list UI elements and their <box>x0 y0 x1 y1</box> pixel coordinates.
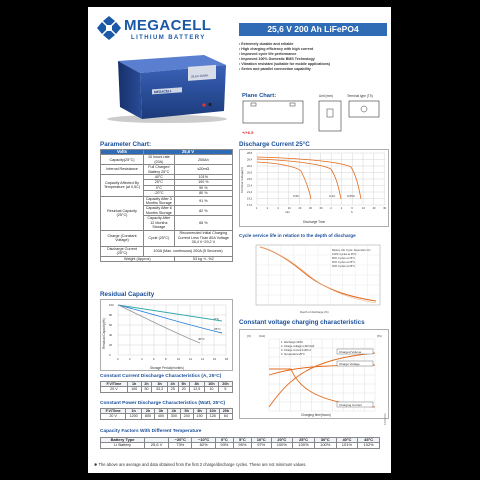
table-row <box>101 196 233 206</box>
x-tick-label: 10 <box>362 207 365 210</box>
table-row <box>101 246 233 256</box>
table-cell: 25,6 V <box>145 443 169 448</box>
legend-entry: Battery Life Cycle: Dependent On <box>332 249 371 252</box>
brand-name: MEGACELL <box>124 17 212 34</box>
table-cell: 100% <box>314 443 336 448</box>
table-cell: Capacity Affected By Temperature (at 0,5C) <box>101 175 144 197</box>
x-tick-label: 12 <box>189 357 193 361</box>
legend-entry: 4. Temperature:25°C <box>281 353 305 356</box>
plane-chart-title: Plane Chart: <box>242 93 277 99</box>
x-tick-label: 20 <box>372 207 376 210</box>
table-cell: 91 % <box>174 196 232 206</box>
table-cell: 100 <box>127 387 141 392</box>
table-cell: 102% <box>358 443 380 448</box>
battery-panel-label: 25,6V 200Ah <box>191 73 209 79</box>
table-cell: Internal Resistance <box>101 165 144 175</box>
legend-entry: 100% Cycles at 25°C <box>332 253 357 256</box>
feature-list <box>239 42 387 72</box>
datasheet-page <box>88 7 391 473</box>
table-header-cell: 1h <box>127 382 141 387</box>
axis-label-x: Storage Period(months) <box>150 366 184 370</box>
table-cell: Capacity After 12 Months Storage <box>144 216 175 230</box>
table-row <box>101 230 233 246</box>
brand-tagline: LITHIUM BATTERY <box>131 35 206 41</box>
series-label: Charging Current <box>339 402 363 407</box>
temp-table-title: Capacity Factors With Different Temperature <box>100 429 202 434</box>
table-cell: Charge (Constant Voltage) <box>101 230 144 246</box>
constant-voltage-chart <box>239 329 389 419</box>
residual-capacity-chart <box>100 299 233 371</box>
feature-item: • Improved cycle life performance <box>239 52 387 57</box>
axis-unit-right: (%) <box>377 334 382 338</box>
table-cell: 73% <box>169 443 192 448</box>
table-header-cell: −20°C <box>169 438 192 443</box>
plane-chart <box>239 87 387 137</box>
battery-product-image <box>100 47 234 125</box>
y-tick-label: 22,4 <box>247 184 253 188</box>
table-cell: 25 <box>167 387 178 392</box>
temp-label: 40°C <box>198 337 205 341</box>
product-title: 25,6 V 200 Ah LiFePO4 <box>239 23 387 36</box>
table-row <box>101 165 233 175</box>
table-cell: 90 % <box>174 185 232 190</box>
table-cell: 101% <box>174 175 232 180</box>
x-tick-label: 1 <box>256 207 258 210</box>
table-header-cell: 4h <box>167 382 178 387</box>
table-header-cell: 5h <box>178 382 189 387</box>
table-header-cell: 10°C <box>251 438 271 443</box>
table-header-cell: 3h <box>154 409 167 414</box>
axis-label-x: Depth of discharge (%) <box>300 310 329 314</box>
x-tick-label: 30 <box>383 207 387 210</box>
table-cell: Full Charged Battery 25°C <box>144 165 175 175</box>
table-cell: 97% <box>251 443 271 448</box>
battery-brand-label: MEGACELL <box>154 88 172 95</box>
table-header-cell: 25,6 V <box>144 150 233 155</box>
table-header-cell: Battery Type <box>101 438 145 443</box>
table-row <box>101 155 233 165</box>
table-row <box>101 256 233 261</box>
x-tick-label: 8 <box>165 357 167 361</box>
x-group-label: min <box>285 210 290 214</box>
x-tick-label: 6 <box>153 357 155 361</box>
x-tick-label: 60 <box>319 207 323 210</box>
table-header-cell: −10°C <box>192 438 215 443</box>
rate-label: 0,5C <box>293 194 300 198</box>
y-tick-label: 80 <box>109 313 113 317</box>
table-header-cell: 20°C <box>271 438 293 443</box>
table-header-cell: 30°C <box>314 438 336 443</box>
residual-capacity-title: Residual Capacity <box>100 291 155 298</box>
table-cell: Li Battery <box>101 443 145 448</box>
feature-item: • Series and parallel connection capability <box>239 67 387 72</box>
table-cell: 50 <box>141 387 152 392</box>
axis-label-y: Residual Capacity(%) <box>102 318 106 349</box>
curve-0-5c <box>257 162 311 199</box>
x-tick-label: 2 <box>330 207 332 210</box>
constant-voltage-title: Constant voltage charging characteristics <box>239 319 365 326</box>
y-tick-label: 19,2 <box>247 197 253 201</box>
x-tick-label: 14 <box>201 357 205 361</box>
table-cell: 150 <box>193 414 206 419</box>
y-tick-label: 0 <box>109 353 111 357</box>
legend-entry: 2. Charge voltage:2,40V/Cell <box>281 345 315 348</box>
x-tick-label: 6 <box>351 207 353 210</box>
x-tick-label: 4 <box>340 207 343 210</box>
temperature-factor-table <box>100 437 380 449</box>
parameter-table <box>100 149 233 262</box>
cycle-life-title: Cycle service life in relation to the depth of discharge <box>239 233 356 238</box>
table-cell: 400 <box>154 414 167 419</box>
table-cell: 101% <box>336 443 358 448</box>
table-cell: Discharge Current (25°C) <box>101 246 144 256</box>
curve-0c <box>118 305 222 321</box>
legend-entry: 80% Cycles at 25°C <box>332 257 356 260</box>
table-cell: 300 <box>167 414 180 419</box>
table-header-cell: 45°C <box>358 438 380 443</box>
table-cell: Recomended Initial Charging Current Less Than 80A Voltage 28,4 V~29,2 V <box>174 230 232 246</box>
table-cell: 40°C <box>144 175 175 180</box>
table-cell: 82 % <box>174 206 232 216</box>
table-row <box>101 387 233 392</box>
axis-label-x: Discharge Time <box>303 220 326 224</box>
axis-unit-left: (V) <box>247 334 251 338</box>
y-tick-label: 28,8 <box>247 152 253 156</box>
table-header-cell: F.V/Time <box>101 382 128 387</box>
table-row <box>101 414 233 419</box>
legend-entry: 40% Cycles at 25°C <box>332 265 356 268</box>
feature-item: • Improved 100% Domestic BMS Technology <box>239 57 387 62</box>
y-tick-label: 26,4 <box>247 158 253 162</box>
table-cell: -20°C <box>144 191 175 196</box>
x-tick-label: 18 <box>225 357 229 361</box>
current-discharge-table <box>100 381 233 393</box>
table-cell: 65 % <box>174 216 232 230</box>
table-header-cell: 4h <box>167 409 180 414</box>
table-cell: 240 <box>180 414 193 419</box>
table-header-cell: 10h <box>204 382 218 387</box>
table-cell: 95% <box>233 443 251 448</box>
y-tick-label: 21,4 <box>247 191 253 195</box>
table-header-cell: Volts <box>101 150 144 155</box>
table-cell: Capacity(25°C) <box>101 155 144 165</box>
table-cell: 20 <box>178 387 189 392</box>
parameter-chart-title: Parameter Chart: <box>100 141 152 148</box>
power-discharge-table <box>100 408 233 420</box>
x-tick-label: 10 <box>177 357 181 361</box>
table-header-cell: 40°C <box>336 438 358 443</box>
table-cell: 12,5 <box>189 387 204 392</box>
table-cell: 33,3 <box>152 387 167 392</box>
table-cell: 82% <box>192 443 215 448</box>
feature-item: • Extremely durable and reliable <box>239 42 387 47</box>
axis-label-x: Charging time(hours) <box>301 413 331 417</box>
x-tick-label: 4 <box>277 207 279 210</box>
y-tick-label: 26,0 <box>247 165 253 169</box>
table-cell: 200Ah <box>174 155 232 165</box>
table-cell: 93% <box>215 443 233 448</box>
table-cell: Capacity After 3 Months Storage <box>144 196 175 206</box>
x-tick-label: 20 <box>298 207 302 210</box>
table-header-cell: 5h <box>180 409 193 414</box>
y-tick-label: 60 <box>109 323 113 327</box>
table-cell: 20 V <box>101 414 126 419</box>
x-tick-label: 16 <box>213 357 217 361</box>
rate-label: 0,1C <box>329 194 336 198</box>
table-header-cell: 1h <box>126 409 142 414</box>
x-tick-label: 30 <box>309 207 312 210</box>
table-header-cell: 2h <box>141 382 152 387</box>
table-header-cell: 8h <box>189 382 204 387</box>
x-group-label: h <box>351 210 353 214</box>
table-header-cell: F.V/Time <box>101 409 126 414</box>
table-cell: 5 <box>218 387 232 392</box>
temp-label: 0°C <box>214 317 220 321</box>
temp-label: 25°C <box>214 327 221 331</box>
y-tick-label: 20 <box>109 343 113 347</box>
x-tick-label: 2 <box>129 357 131 361</box>
series-label: Charged Volume <box>339 349 362 354</box>
document-code: 1001002 <box>383 413 387 425</box>
feature-item: • High charging efficiency with high current <box>239 47 387 52</box>
table-header-cell: 0°C <box>215 438 233 443</box>
axis-label-y: Terminal Voltage(V) <box>240 166 244 193</box>
axis-unit-mid: (CA) <box>259 334 266 338</box>
table-cell: 100% <box>271 443 293 448</box>
legend-entry: 60% Cycles at 25°C <box>332 261 356 264</box>
table-header-cell: 10h <box>206 409 219 414</box>
table-header-cell: 3h <box>152 382 167 387</box>
feature-item: • Vibration resistant (suitable for mobile applications) <box>239 62 387 67</box>
table-cell: 100 % <box>174 180 232 185</box>
unit-label: Unit (mm) <box>319 94 333 98</box>
table-header-cell: 25°C <box>293 438 315 443</box>
table-cell: 100A (Max. continuous) 200A (5 Seconds) <box>144 246 233 256</box>
discharge-current-chart <box>239 149 389 227</box>
table-header-cell: 2h <box>142 409 155 414</box>
y-tick-label: 25,6 <box>247 171 253 175</box>
footnote: ✱ The above are average and data obtained from the first 3 charge/discharge cycles. These are not minimum values. <box>94 462 307 467</box>
legend-entry: 3. Charge current:0,25C A <box>281 349 312 352</box>
table-cell: Cycle (25°C) <box>144 230 175 246</box>
terminal-label: Terminal type (T5) <box>347 94 373 98</box>
table-cell: 10 hours rate (20A) <box>144 155 175 165</box>
table-row <box>101 443 380 448</box>
table-cell: 1200 <box>126 414 142 419</box>
y-tick-label: 40 <box>109 333 113 337</box>
current-table-title: Constant Current Discharge Characteristics (A, 25°C) <box>100 374 222 379</box>
table-cell: Residual Capacity (25°C) <box>101 196 144 230</box>
table-cell: 100% <box>293 443 315 448</box>
x-tick-label: 2 <box>266 207 269 210</box>
table-header-cell: 20h <box>219 409 232 414</box>
polarity-label: +/+6.5 <box>242 130 254 135</box>
legend-entry: 1. Discharge:100% <box>281 341 303 344</box>
table-cell: ≤20mΩ <box>174 165 232 175</box>
table-cell: 25°C <box>144 180 175 185</box>
table-header-cell: 20h <box>218 382 232 387</box>
y-tick-label: 100 <box>109 303 114 307</box>
table-cell: 10 <box>204 387 218 392</box>
table-cell: 64 <box>219 414 232 419</box>
megacell-logo-icon <box>96 15 122 41</box>
table-cell: 80 % <box>174 191 232 196</box>
cycle-life-chart <box>246 243 386 315</box>
table-header-cell: 8h <box>193 409 206 414</box>
x-tick-label: 10 <box>287 207 291 210</box>
power-table-title: Constant Power Discharge Characteristics (Watt, 25°C) <box>100 401 226 406</box>
rate-label: 0,05C <box>347 194 356 198</box>
table-cell: Weight (Approx) <box>101 256 175 261</box>
series-label: Charge Voltage <box>339 361 360 366</box>
discharge-current-title: Discharge Current 25°C <box>239 141 310 148</box>
table-cell: 0°C <box>144 185 175 190</box>
table-cell: 128 <box>206 414 219 419</box>
table-cell: 20 V <box>101 387 128 392</box>
x-tick-label: 0 <box>117 357 119 361</box>
y-tick-label: 24,0 <box>247 178 253 182</box>
table-cell: 800 <box>142 414 155 419</box>
table-header-cell: 5°C <box>233 438 251 443</box>
x-tick-label: 4 <box>141 357 143 361</box>
y-tick-label: 17,6 <box>247 204 253 208</box>
table-cell: Capacity After 6 Months Storage <box>144 206 175 216</box>
table-cell: 53 kg +/- %2 <box>174 256 232 261</box>
